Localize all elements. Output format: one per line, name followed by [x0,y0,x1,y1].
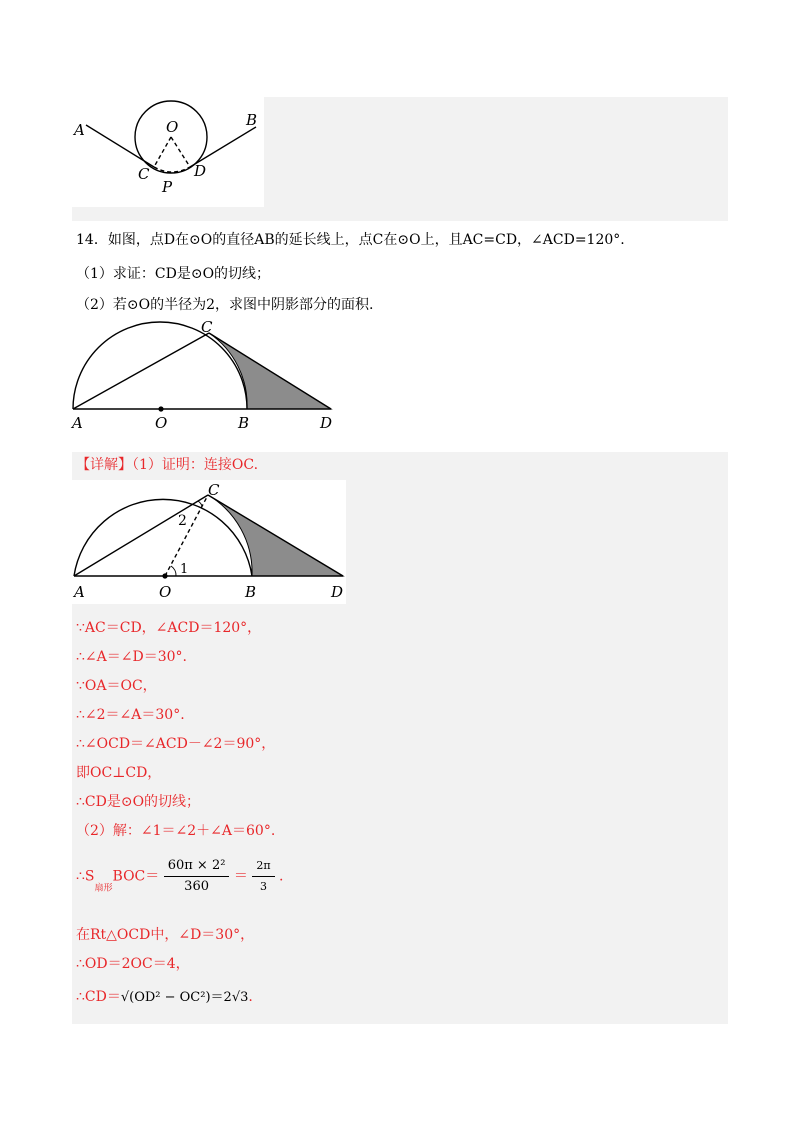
fig2-chord-ac [73,333,209,409]
fig2-label-D: D [320,414,333,432]
fig2-semicircle [73,322,247,409]
fig2-center-dot [158,406,163,411]
fig1-dash-oc [154,137,171,167]
fig1-label-B: B [246,111,258,129]
area-mid: BOC＝ [112,868,160,885]
solution-line-1: ∵AC＝CD，∠ACD＝120°， [76,620,262,636]
solution-line-3: ∵OA＝OC， [76,678,157,694]
solution-figure-canvas [72,480,346,604]
fig1-label-P: P [162,178,173,196]
area-equals: ＝ [233,868,248,885]
fig1-line-right [190,127,256,167]
area-fraction-denominator: 360 [184,879,209,894]
fig1-line-left [86,125,154,167]
area-result-numerator: 2π [252,856,274,877]
sol-label-B: B [245,583,257,601]
area-result-fraction [252,856,274,897]
question-line-3: （2）若⊙O的半径为2，求图中阴影部分的面积. [76,297,374,313]
question-line-1: 14．如图，点D在⊙O的直径AB的延长线上，点C在⊙O上，且AC=CD，∠ACD=120°. [76,232,625,248]
sol-angle1-arc [171,566,176,576]
fig2-label-C: C [201,318,213,336]
fig1-label-C: C [138,165,150,183]
cd-result: ＝2√3 [210,990,249,1005]
solution-line-7: ∴CD是⊙O的切线； [76,794,201,810]
area-prefix: ∴S [76,868,95,885]
figure-2-svg [70,318,350,438]
fig2-label-B: B [238,414,250,432]
area-subscript: 扇形 [94,883,113,894]
sol-label-C: C [208,481,220,499]
solution-cd-formula [76,988,253,1007]
sol-label-angle1: 1 [180,562,189,577]
sol-label-A: A [74,583,85,601]
figure-1-canvas [72,97,264,207]
sol-semicircle [74,499,252,576]
cd-end: . [248,989,253,1005]
area-fraction-numerator: 60π × 2² [164,856,230,877]
solution-line-5: ∴∠OCD＝∠ACD－∠2＝90°， [76,736,276,752]
solution-line-rt: 在Rt△OCD中，∠D＝30°， [76,927,255,943]
fig1-dash-od [171,137,190,167]
fig1-label-O: O [166,118,179,136]
solution-line-od: ∴OD＝2OC＝4， [76,956,190,972]
solution-figure-svg [72,480,346,604]
sol-angle2-arc [198,501,202,506]
sol-label-D: D [331,583,344,601]
cd-sqrt: √(OD² − OC²) [120,990,211,1005]
solution-line-6: 即OC⊥CD， [76,765,162,781]
solution-header: 【详解】（1）证明：连接OC. [76,457,259,473]
area-result-denominator: 3 [259,880,267,893]
solution-line-8: （2）解：∠1＝∠2＋∠A＝60°. [76,823,276,839]
fig2-label-A: A [72,414,83,432]
figure-1-svg [72,97,264,207]
solution-line-4: ∴∠2＝∠A＝30°. [76,707,185,723]
cd-prefix: ∴CD＝ [76,989,121,1005]
fig2-label-O: O [155,414,168,432]
fig1-label-D: D [194,162,207,180]
fig1-label-A: A [74,121,85,139]
sol-center-dot [162,573,167,578]
solution-line-2: ∴∠A＝∠D＝30°. [76,649,187,665]
sol-label-O: O [159,583,172,601]
question-line-2: （1）求证：CD是⊙O的切线； [76,266,271,282]
sol-label-angle2: 2 [178,513,187,529]
solution-area-formula [76,856,284,899]
area-end: . [279,868,284,885]
area-fraction [164,856,230,897]
